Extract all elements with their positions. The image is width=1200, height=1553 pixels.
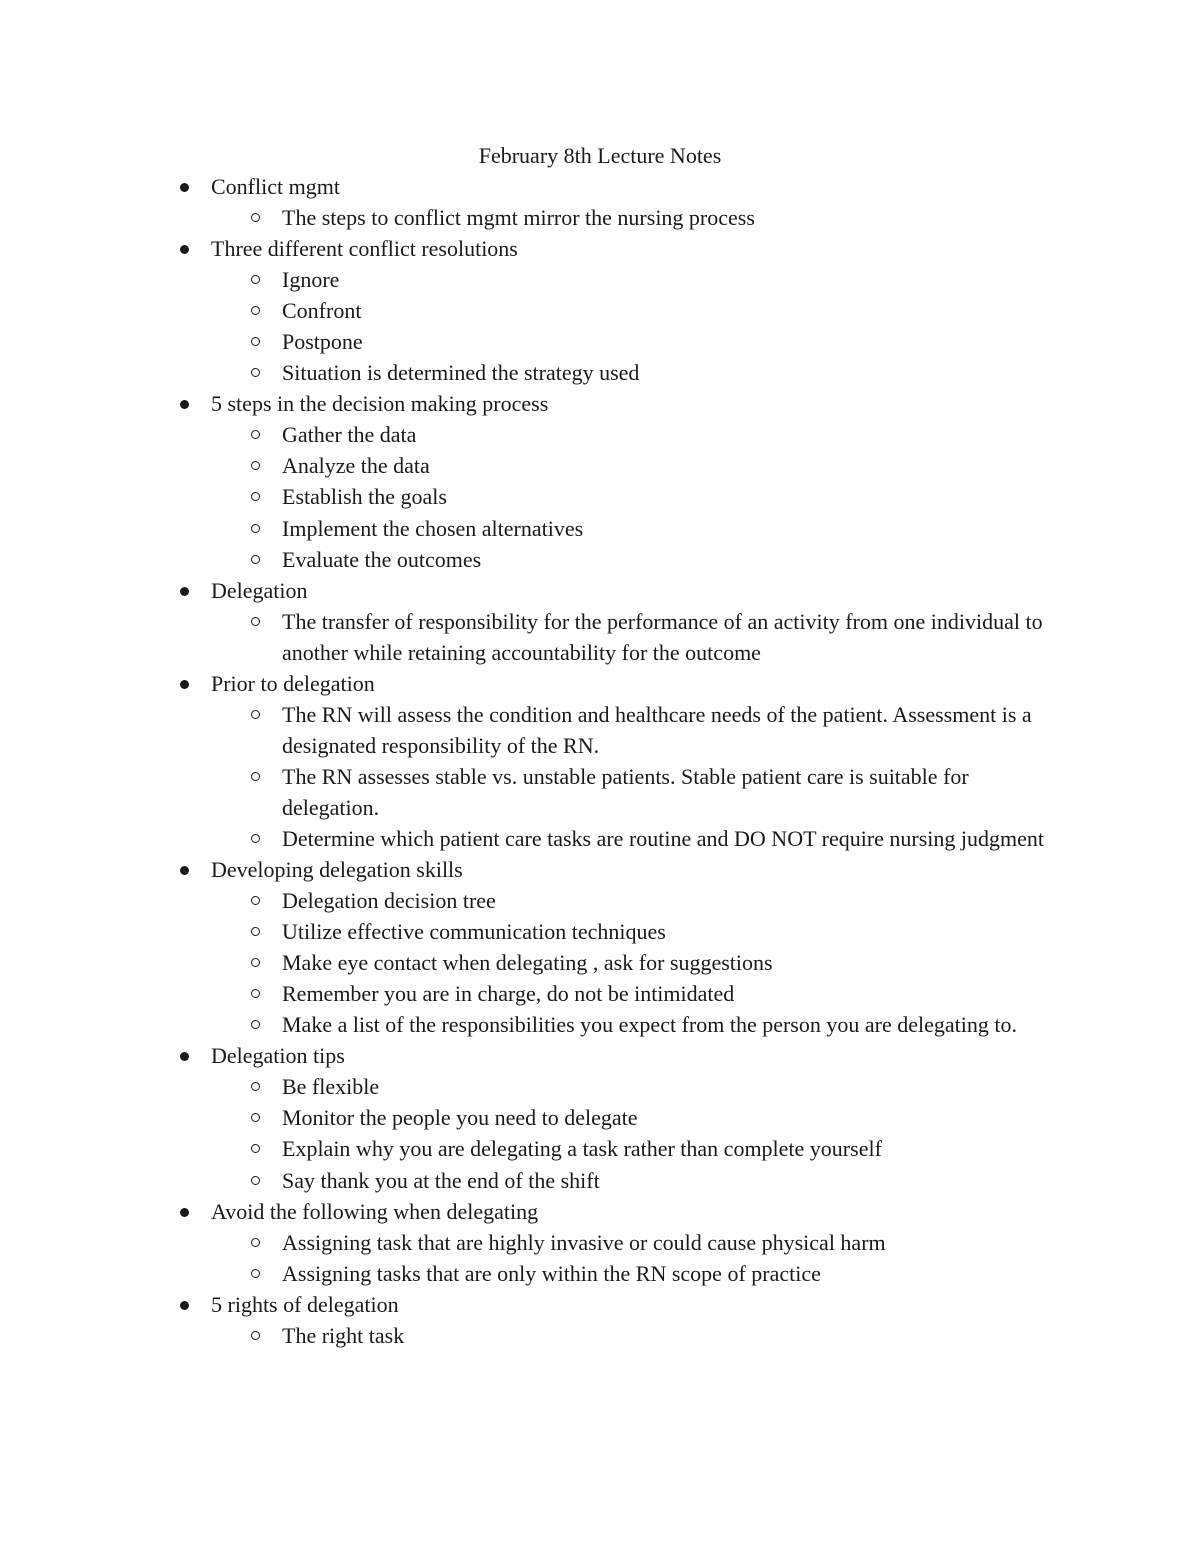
list-item-text: Utilize effective communication techniques (282, 919, 666, 945)
list-item (0, 823, 1052, 854)
sub-bullet-icon (251, 896, 260, 905)
list-item (0, 481, 1052, 512)
bullet-icon (180, 866, 189, 875)
section-items (0, 264, 1052, 388)
section-items (0, 1227, 1052, 1289)
list-item (0, 1165, 1052, 1196)
sub-bullet-icon (251, 1269, 260, 1278)
sub-bullet-icon (251, 368, 260, 377)
bullet-icon (180, 1052, 189, 1061)
list-item (0, 1102, 1052, 1133)
list-item-text: The transfer of responsibility for the performance of an activity from one individual to another while retaining accountability for the outcome (282, 608, 1043, 665)
section-heading: Conflict mgmt (211, 174, 340, 199)
outline-section (0, 171, 1052, 233)
outline-section (0, 854, 1052, 1040)
section-heading: Delegation (211, 577, 308, 603)
sub-bullet-icon (251, 834, 260, 843)
section-row (0, 1040, 1052, 1071)
sub-bullet-icon (251, 958, 260, 967)
bullet-icon (180, 680, 189, 689)
list-item-text: Make a list of the responsibilities you expect from the person you are delegating to. (282, 1012, 1017, 1038)
section-items (0, 419, 1052, 574)
list-item (0, 1009, 1052, 1040)
list-item (0, 357, 1052, 388)
list-item-text: Postpone (282, 329, 363, 355)
list-item-text: Determine which patient care tasks are routine and DO NOT require nursing judgment (282, 825, 1045, 851)
list-item (0, 513, 1052, 544)
sub-bullet-icon (251, 1238, 260, 1247)
section-heading: Avoid the following when delegating (211, 1198, 539, 1224)
sub-bullet-icon (251, 1113, 260, 1122)
list-item (0, 544, 1052, 575)
list-item (0, 326, 1052, 357)
section-row (0, 1196, 1052, 1227)
list-item (0, 450, 1052, 481)
bullet-icon (180, 1301, 189, 1310)
sub-bullet-icon (251, 430, 260, 439)
list-item-text: Confront (282, 298, 362, 324)
sub-bullet-icon (251, 617, 260, 626)
list-item (0, 295, 1052, 326)
list-item (0, 1258, 1052, 1289)
list-item (0, 947, 1052, 978)
section-items (0, 1071, 1052, 1195)
sub-bullet-icon (251, 1144, 260, 1153)
section-row (0, 388, 1052, 419)
sub-bullet-icon (251, 710, 260, 719)
sub-bullet-icon (251, 337, 260, 346)
sub-bullet-icon (251, 213, 260, 222)
sub-bullet-icon (251, 275, 260, 284)
sub-bullet-icon (251, 492, 260, 501)
list-item (0, 202, 1052, 233)
list-item-text: The right task (282, 1322, 405, 1348)
list-item-text: Evaluate the outcomes (282, 546, 482, 572)
list-item (0, 419, 1052, 450)
bullet-icon (180, 245, 189, 254)
document-title: February 8th Lecture Notes (478, 143, 722, 168)
lecture-outline (0, 171, 1052, 1351)
outline-section (0, 575, 1052, 668)
sub-bullet-icon (251, 772, 260, 781)
outline-section (0, 1289, 1052, 1351)
list-item-text: The RN assesses stable vs. unstable patients. Stable patient care is suitable for delegation. (282, 763, 969, 820)
list-item-text: Monitor the people you need to delegate (282, 1105, 638, 1131)
section-heading: Developing delegation skills (211, 857, 463, 883)
section-items (0, 202, 1052, 233)
list-item-text: The steps to conflict mgmt mirror the nursing process (282, 205, 755, 231)
section-heading: Prior to delegation (211, 670, 375, 696)
section-heading: Delegation tips (211, 1043, 345, 1069)
bullet-icon (180, 400, 189, 409)
list-item (0, 699, 1052, 761)
section-row (0, 854, 1052, 885)
list-item-text: Implement the chosen alternatives (282, 515, 584, 541)
section-row (0, 575, 1052, 606)
list-item-text: Assigning tasks that are only within the RN scope of practice (282, 1260, 821, 1286)
outline-section (0, 1196, 1052, 1289)
sub-bullet-icon (251, 1176, 260, 1185)
sub-bullet-icon (251, 989, 260, 998)
list-item-text: Be flexible (282, 1074, 380, 1100)
section-row (0, 1289, 1052, 1320)
section-heading: 5 rights of delegation (211, 1291, 399, 1317)
section-heading: Three different conflict resolutions (211, 236, 518, 262)
sub-bullet-icon (251, 927, 260, 936)
outline-section (0, 668, 1052, 854)
bullet-icon (180, 1208, 189, 1217)
list-item (0, 885, 1052, 916)
list-item (0, 1133, 1052, 1164)
sub-bullet-icon (251, 524, 260, 533)
list-item (0, 1227, 1052, 1258)
list-item-text: Make eye contact when delegating , ask for suggestions (282, 950, 773, 976)
list-item-text: Analyze the data (282, 453, 430, 479)
section-heading: 5 steps in the decision making process (211, 391, 549, 417)
section-row (0, 171, 1052, 202)
section-items (0, 699, 1052, 854)
list-item-text: Assigning task that are highly invasive or could cause physical harm (282, 1229, 886, 1255)
list-item-text: Explain why you are delegating a task rather than complete yourself (282, 1136, 882, 1162)
outline-section (0, 1040, 1052, 1195)
list-item (0, 264, 1052, 295)
sub-bullet-icon (251, 555, 260, 564)
section-items (0, 885, 1052, 1040)
outline-section (0, 233, 1052, 388)
sub-bullet-icon (251, 1020, 260, 1029)
section-row (0, 668, 1052, 699)
bullet-icon (180, 183, 189, 192)
list-item (0, 1320, 1052, 1351)
list-item-text: Ignore (282, 267, 340, 293)
sub-bullet-icon (251, 461, 260, 470)
list-item (0, 916, 1052, 947)
section-row (0, 233, 1052, 264)
list-item-text: The RN will assess the condition and healthcare needs of the patient. Assessment is a designated responsibility of the RN. (282, 701, 1032, 758)
list-item-text: Gather the data (282, 422, 417, 448)
list-item (0, 606, 1052, 668)
sub-bullet-icon (251, 1331, 260, 1340)
section-items (0, 1320, 1052, 1351)
list-item (0, 978, 1052, 1009)
bullet-icon (180, 587, 189, 596)
sub-bullet-icon (251, 1082, 260, 1091)
list-item-text: Delegation decision tree (282, 888, 496, 914)
list-item (0, 1071, 1052, 1102)
list-item-text: Establish the goals (282, 484, 447, 510)
list-item-text: Situation is determined the strategy used (282, 360, 640, 386)
list-item-text: Say thank you at the end of the shift (282, 1167, 600, 1193)
sub-bullet-icon (251, 306, 260, 315)
outline-section (0, 388, 1052, 574)
section-items (0, 606, 1052, 668)
list-item-text: Remember you are in charge, do not be intimidated (282, 981, 735, 1007)
list-item (0, 761, 1052, 823)
